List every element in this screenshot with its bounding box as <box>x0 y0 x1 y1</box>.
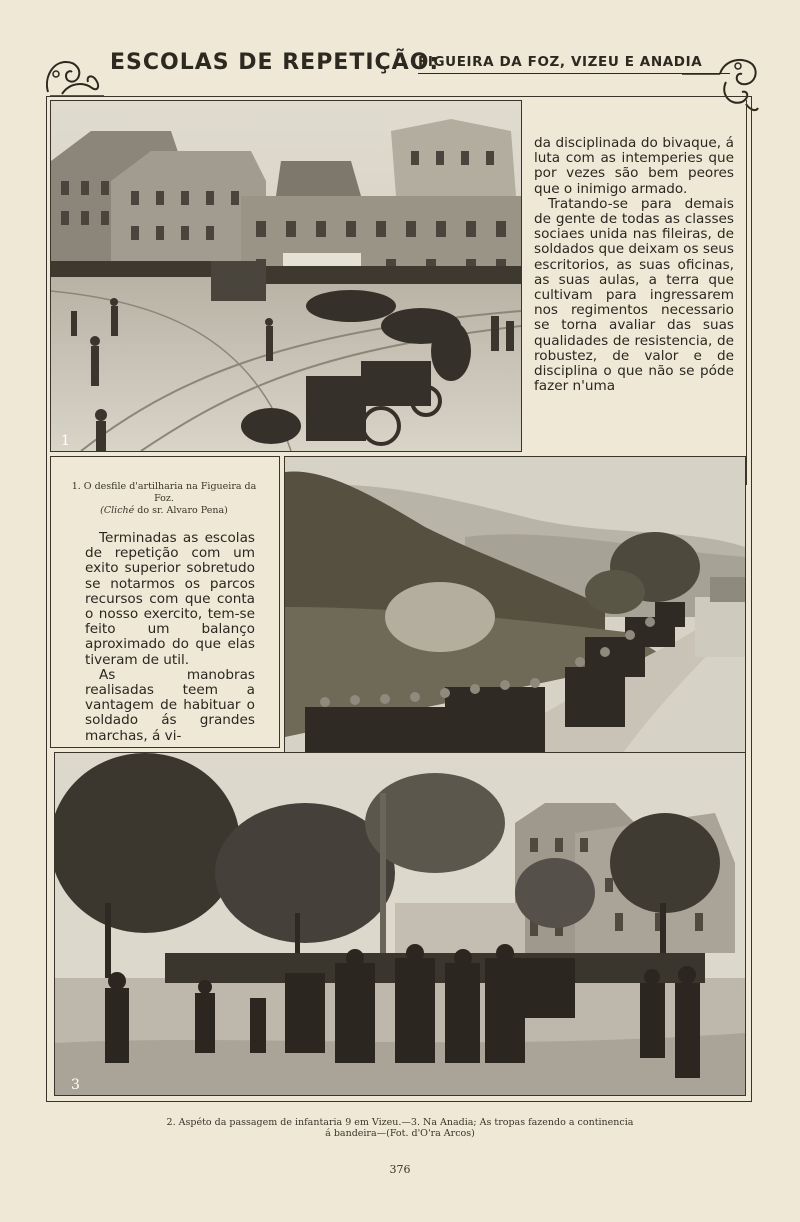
photo-2-image <box>285 457 745 779</box>
caption-line: á bandeira—(Fot. d'O'ra Arcos) <box>325 1128 475 1139</box>
photo-1-number: 1 <box>61 433 70 449</box>
photo-3-anadia <box>54 752 746 1096</box>
photo-1-figueira <box>50 100 522 452</box>
paragraph: Terminadas as escolas de repetição com um exito superior sobretudo se notarmos os parcos recursos com que conta o nosso exercito, tem-se feito um balanço aproximado do que elas tiveram de util. <box>85 530 255 668</box>
page-number: 376 <box>389 1163 411 1176</box>
photos-2-3-caption <box>100 1117 700 1139</box>
credit-prefix: (Cliché <box>100 505 135 516</box>
page-title: ESCOLAS DE REPETIÇÃO: <box>110 50 440 75</box>
page-subtitle: FIGUEIRA DA FOZ, VIZEU E ANADIA <box>418 54 703 70</box>
page-header <box>40 44 760 102</box>
body-text <box>85 531 255 744</box>
text-column-right-top <box>524 100 747 485</box>
photo-1-caption <box>69 481 259 517</box>
left-ornament-icon <box>42 52 106 100</box>
paragraph: da disciplinada do bivaque, á luta com as intemperies que por vezes são bem peores que o inimigo armado. <box>534 135 734 197</box>
photo-2-vizeu <box>284 456 746 780</box>
photo-3-image <box>55 753 745 1095</box>
caption-line: 2. Aspéto da passagem de infantaria 9 em Vizeu.—3. Na Anadia; As tropas fazendo a continencia <box>166 1117 634 1128</box>
photo-1-image <box>51 101 521 451</box>
caption-credit <box>69 505 259 517</box>
caption-line: 1. O desfile d'artilharia na Figueira da Foz. <box>71 481 257 504</box>
credit-name: do sr. Alvaro Pena) <box>134 505 228 516</box>
paragraph: As manobras realisadas teem a vantagem de habituar o soldado ás grandes marchas, á vi- <box>85 666 255 744</box>
paragraph: Tratando-se para demais de gente de todas as classes sociaes unida nas fileiras, de soldados que deixam os seus escritorios, as suas oficinas, as suas aulas, a terra que cultivam para ingressarem nos regimentos necessario se torna avaliar das suas qualidades de resistencia, de robustez, de valor e de disciplina o que não se póde fazer n'uma <box>534 195 734 395</box>
photo-3-number: 3 <box>71 1077 80 1093</box>
text-column-left-mid <box>50 456 280 748</box>
